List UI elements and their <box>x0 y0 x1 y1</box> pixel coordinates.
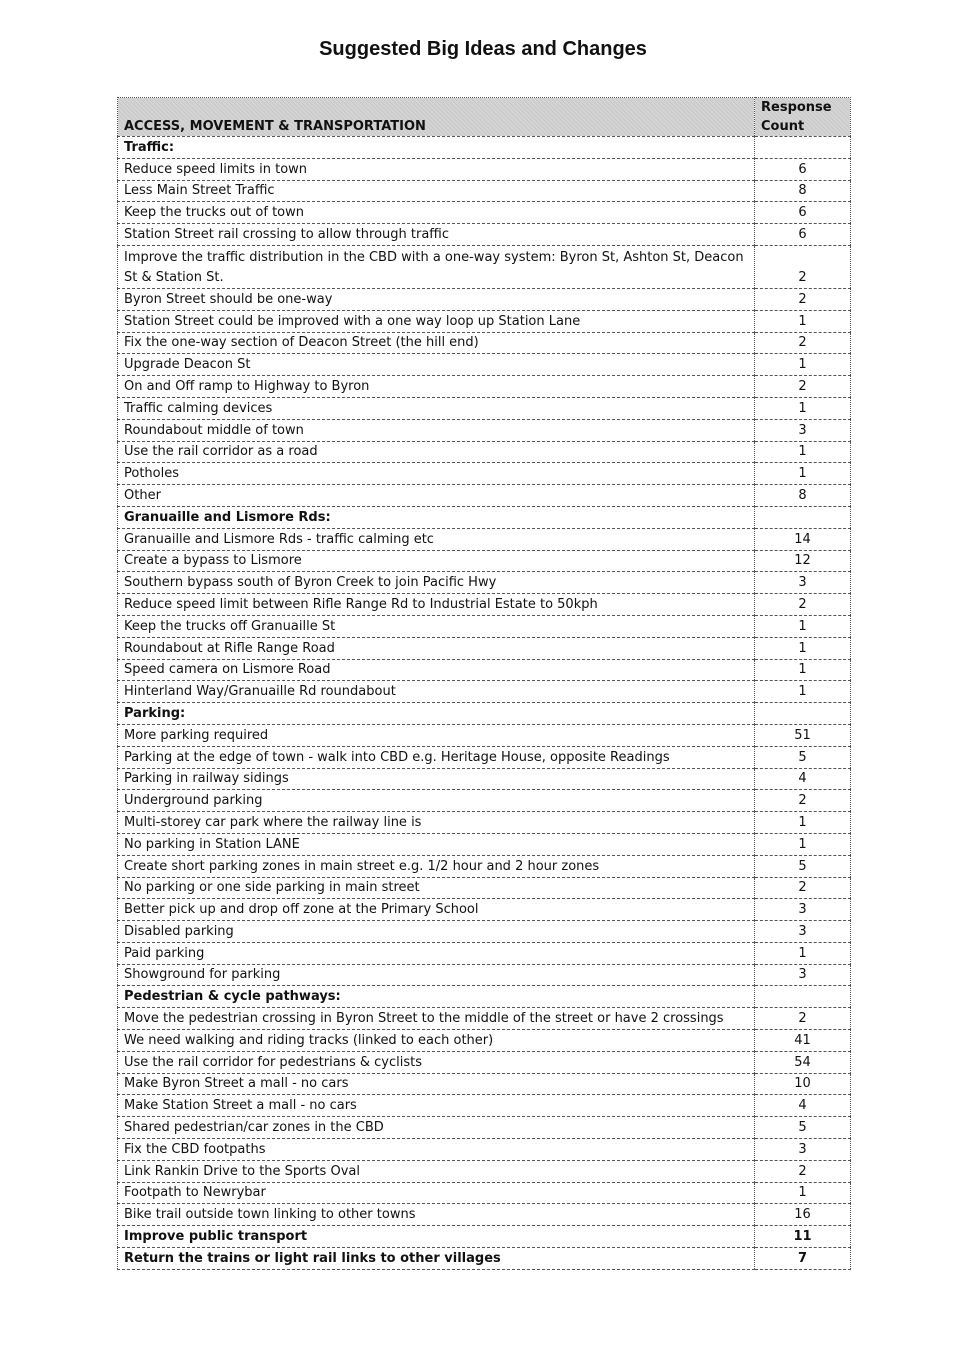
table-row <box>118 615 851 637</box>
idea-label: Bike trail outside town linking to other towns <box>118 1204 755 1226</box>
response-count: 3 <box>755 921 851 943</box>
response-count: 5 <box>755 855 851 877</box>
table-row <box>118 1182 851 1204</box>
section-heading: Parking: <box>118 703 755 725</box>
response-count: 6 <box>755 224 851 246</box>
idea-label: Parking in railway sidings <box>118 768 755 790</box>
table-row <box>118 463 851 485</box>
idea-label: Better pick up and drop off zone at the Primary School <box>118 899 755 921</box>
response-count: 3 <box>755 572 851 594</box>
response-count: 10 <box>755 1073 851 1095</box>
table-row <box>118 594 851 616</box>
idea-label: Traffic calming devices <box>118 397 755 419</box>
section-row <box>118 703 851 725</box>
table-row <box>118 659 851 681</box>
table-header-row <box>118 98 851 137</box>
response-count: 4 <box>755 768 851 790</box>
table-row <box>118 550 851 572</box>
table-row <box>118 1117 851 1139</box>
idea-label: Station Street rail crossing to allow through traffic <box>118 224 755 246</box>
section-row <box>118 986 851 1008</box>
section-heading: Granuaille and Lismore Rds: <box>118 506 755 528</box>
table-row <box>118 1248 851 1270</box>
table-row <box>118 768 851 790</box>
response-count: 1 <box>755 942 851 964</box>
response-count: 16 <box>755 1204 851 1226</box>
table-row <box>118 419 851 441</box>
response-count: 2 <box>755 1160 851 1182</box>
idea-label: Create short parking zones in main street e.g. 1/2 hour and 2 hour zones <box>118 855 755 877</box>
response-count: 6 <box>755 202 851 224</box>
table-row <box>118 899 851 921</box>
table-row <box>118 790 851 812</box>
response-count: 8 <box>755 180 851 202</box>
response-count <box>755 137 851 159</box>
idea-label: Create a bypass to Lismore <box>118 550 755 572</box>
table-row <box>118 833 851 855</box>
response-count: 1 <box>755 310 851 332</box>
idea-label: Keep the trucks out of town <box>118 202 755 224</box>
section-row <box>118 137 851 159</box>
table-row <box>118 746 851 768</box>
table-row <box>118 724 851 746</box>
table-body <box>118 137 851 1270</box>
table-row <box>118 921 851 943</box>
response-count: 3 <box>755 419 851 441</box>
response-count: 14 <box>755 528 851 550</box>
response-count: 1 <box>755 833 851 855</box>
table-row <box>118 877 851 899</box>
table-row <box>118 1008 851 1030</box>
table-row <box>118 354 851 376</box>
response-count: 2 <box>755 245 851 288</box>
response-count: 41 <box>755 1030 851 1052</box>
table-row <box>118 637 851 659</box>
idea-label: Roundabout middle of town <box>118 419 755 441</box>
response-count: 6 <box>755 158 851 180</box>
idea-label: Multi-storey car park where the railway line is <box>118 812 755 834</box>
idea-label: Improve the traffic distribution in the CBD with a one-way system: Byron St, Ashton St, Deacon St & Station St. <box>118 245 755 288</box>
response-count: 7 <box>755 1248 851 1270</box>
idea-label: Footpath to Newrybar <box>118 1182 755 1204</box>
response-count: 8 <box>755 485 851 507</box>
idea-label: Use the rail corridor as a road <box>118 441 755 463</box>
idea-label: Speed camera on Lismore Road <box>118 659 755 681</box>
table-row <box>118 158 851 180</box>
idea-label: On and Off ramp to Highway to Byron <box>118 376 755 398</box>
section-row <box>118 506 851 528</box>
table-row <box>118 1095 851 1117</box>
section-heading: Pedestrian & cycle pathways: <box>118 986 755 1008</box>
category-header: ACCESS, MOVEMENT & TRANSPORTATION <box>118 98 755 137</box>
table-row <box>118 528 851 550</box>
idea-label: Showground for parking <box>118 964 755 986</box>
table-row <box>118 485 851 507</box>
idea-label: Parking at the edge of town - walk into CBD e.g. Heritage House, opposite Readings <box>118 746 755 768</box>
idea-label: Station Street could be improved with a one way loop up Station Lane <box>118 310 755 332</box>
table-row <box>118 202 851 224</box>
idea-label: More parking required <box>118 724 755 746</box>
response-count: 5 <box>755 746 851 768</box>
table-row <box>118 224 851 246</box>
response-count: 1 <box>755 1182 851 1204</box>
table-row <box>118 310 851 332</box>
table-row <box>118 1139 851 1161</box>
response-count: 12 <box>755 550 851 572</box>
table-row <box>118 1051 851 1073</box>
table-row <box>118 180 851 202</box>
response-count-header: Response Count <box>755 98 851 137</box>
idea-label: Less Main Street Traffic <box>118 180 755 202</box>
table-row <box>118 245 851 288</box>
idea-label: Other <box>118 485 755 507</box>
table-row <box>118 1160 851 1182</box>
idea-label: Upgrade Deacon St <box>118 354 755 376</box>
response-count: 1 <box>755 397 851 419</box>
response-count: 2 <box>755 594 851 616</box>
idea-label: Roundabout at Rifle Range Road <box>118 637 755 659</box>
response-count <box>755 506 851 528</box>
response-count: 1 <box>755 354 851 376</box>
response-count: 2 <box>755 332 851 354</box>
table-row <box>118 441 851 463</box>
table-row <box>118 332 851 354</box>
response-count: 2 <box>755 376 851 398</box>
idea-label: Make Station Street a mall - no cars <box>118 1095 755 1117</box>
response-count: 2 <box>755 1008 851 1030</box>
response-table <box>117 97 851 1270</box>
idea-label: Return the trains or light rail links to other villages <box>118 1248 755 1270</box>
response-count: 3 <box>755 899 851 921</box>
response-count: 2 <box>755 790 851 812</box>
table-row <box>118 1073 851 1095</box>
response-count: 2 <box>755 288 851 310</box>
idea-label: Improve public transport <box>118 1226 755 1248</box>
response-count: 1 <box>755 463 851 485</box>
response-count: 1 <box>755 615 851 637</box>
response-count: 1 <box>755 681 851 703</box>
idea-label: No parking in Station LANE <box>118 833 755 855</box>
idea-label: Southern bypass south of Byron Creek to join Pacific Hwy <box>118 572 755 594</box>
response-count: 1 <box>755 812 851 834</box>
response-count: 5 <box>755 1117 851 1139</box>
table-row <box>118 376 851 398</box>
idea-label: Use the rail corridor for pedestrians & cyclists <box>118 1051 755 1073</box>
idea-label: Potholes <box>118 463 755 485</box>
idea-label: Granuaille and Lismore Rds - traffic calming etc <box>118 528 755 550</box>
table-row <box>118 1030 851 1052</box>
table-row <box>118 855 851 877</box>
idea-label: Keep the trucks off Granuaille St <box>118 615 755 637</box>
response-count: 4 <box>755 1095 851 1117</box>
table-row <box>118 397 851 419</box>
response-count <box>755 986 851 1008</box>
response-count: 11 <box>755 1226 851 1248</box>
response-count: 1 <box>755 441 851 463</box>
response-count: 1 <box>755 637 851 659</box>
idea-label: Fix the CBD footpaths <box>118 1139 755 1161</box>
table-row <box>118 572 851 594</box>
response-count <box>755 703 851 725</box>
idea-label: Hinterland Way/Granuaille Rd roundabout <box>118 681 755 703</box>
idea-label: Paid parking <box>118 942 755 964</box>
idea-label: Byron Street should be one-way <box>118 288 755 310</box>
table-row <box>118 942 851 964</box>
idea-label: Shared pedestrian/car zones in the CBD <box>118 1117 755 1139</box>
response-count: 3 <box>755 1139 851 1161</box>
table-row <box>118 288 851 310</box>
idea-label: Link Rankin Drive to the Sports Oval <box>118 1160 755 1182</box>
page-title: Suggested Big Ideas and Changes <box>319 38 647 60</box>
table-row <box>118 1204 851 1226</box>
response-count: 51 <box>755 724 851 746</box>
idea-label: No parking or one side parking in main street <box>118 877 755 899</box>
idea-label: Move the pedestrian crossing in Byron Street to the middle of the street or have 2 crossings <box>118 1008 755 1030</box>
table-row <box>118 964 851 986</box>
idea-label: Reduce speed limit between Rifle Range Rd to Industrial Estate to 50kph <box>118 594 755 616</box>
table-row <box>118 1226 851 1248</box>
table-row <box>118 681 851 703</box>
response-count: 3 <box>755 964 851 986</box>
response-count: 54 <box>755 1051 851 1073</box>
response-count: 1 <box>755 659 851 681</box>
idea-label: We need walking and riding tracks (linked to each other) <box>118 1030 755 1052</box>
section-heading: Traffic: <box>118 137 755 159</box>
idea-label: Make Byron Street a mall - no cars <box>118 1073 755 1095</box>
idea-label: Disabled parking <box>118 921 755 943</box>
idea-label: Reduce speed limits in town <box>118 158 755 180</box>
idea-label: Underground parking <box>118 790 755 812</box>
idea-label: Fix the one-way section of Deacon Street (the hill end) <box>118 332 755 354</box>
table-row <box>118 812 851 834</box>
response-count: 2 <box>755 877 851 899</box>
